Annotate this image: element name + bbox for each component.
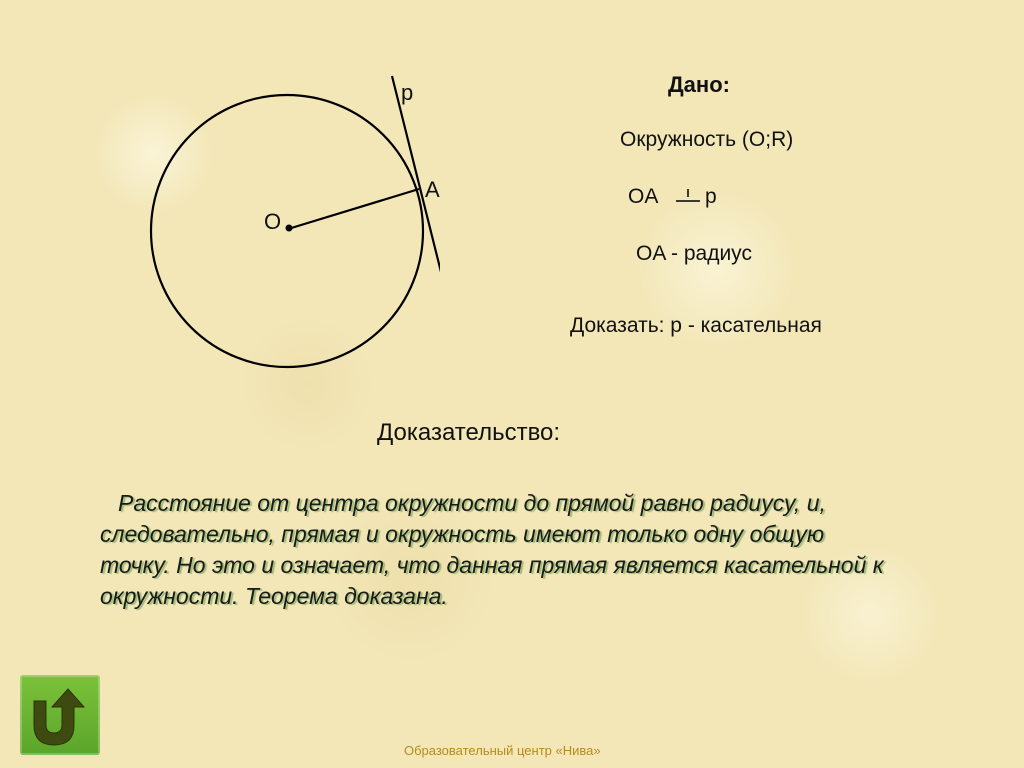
geometry-figure <box>0 0 440 400</box>
back-button[interactable] <box>20 675 100 755</box>
label-o: O <box>264 209 282 234</box>
tangent-line-p <box>392 76 440 336</box>
proof-text: Расстояние от центра окружности до прямой равно радиусу, и, следовательно, прямая и окружность имеют только одну общую точку. Но это и означает, что данная прямая является касательной к окружности. Теорема доказана. <box>100 490 884 609</box>
given-radius: OA - радиус <box>636 242 752 265</box>
radius-oa <box>288 189 419 229</box>
center-point-o <box>286 225 293 232</box>
prove-statement: Доказать: p - касательная <box>570 314 822 337</box>
given-oa: OA <box>628 185 659 208</box>
perpendicular-icon <box>676 189 700 205</box>
given-p: p <box>705 185 717 208</box>
given-heading: Дано: <box>668 72 730 97</box>
label-p: p <box>401 80 414 105</box>
label-a: A <box>425 177 440 202</box>
circle <box>151 95 423 367</box>
given-circle: Окружность (O;R) <box>620 128 794 151</box>
u-turn-arrow-icon <box>20 675 100 755</box>
footer-credit: Образовательный центр «Нива» <box>404 743 601 758</box>
proof-title: Доказательство: <box>377 419 561 446</box>
